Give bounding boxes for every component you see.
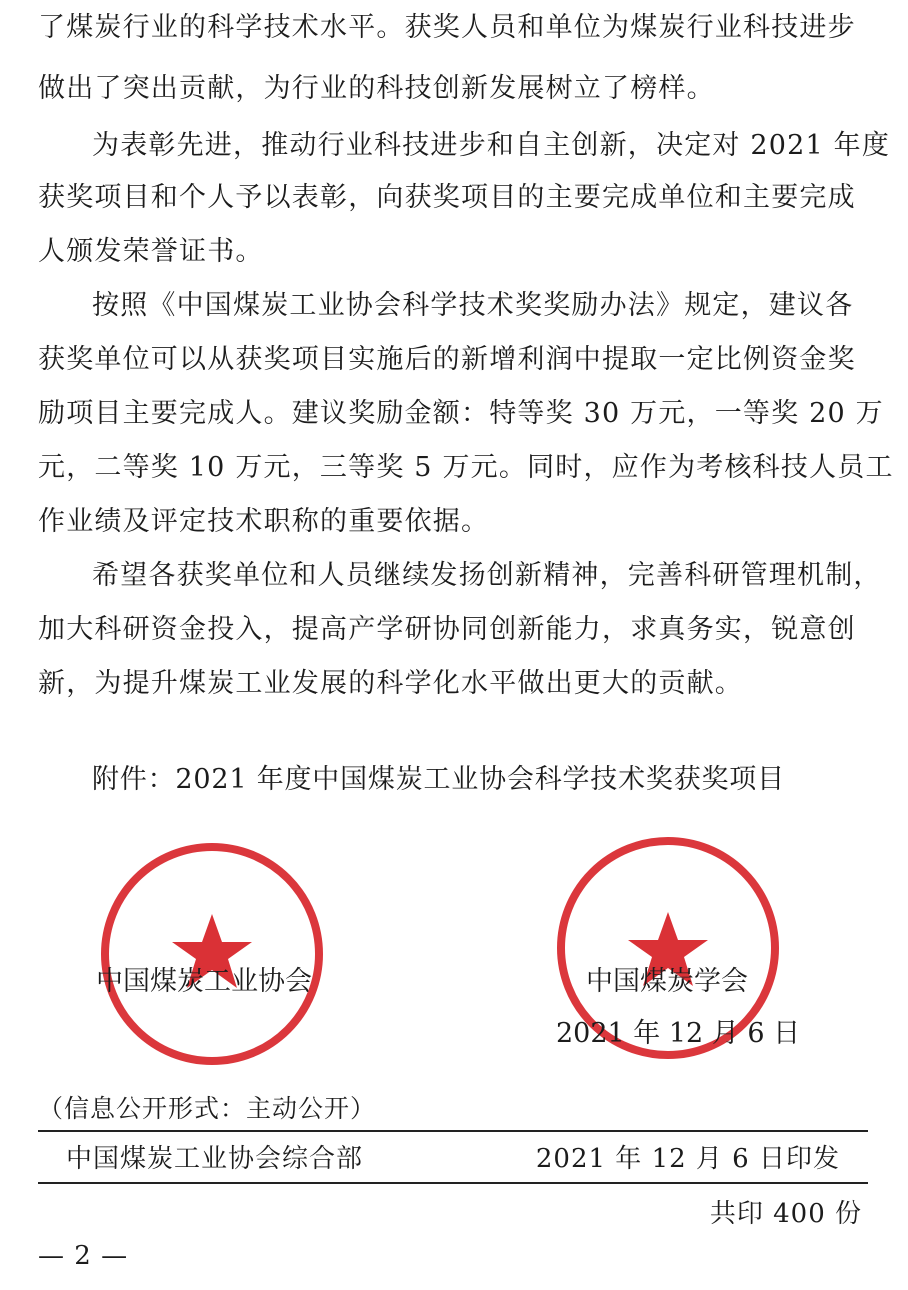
paragraph-line: 做出了突出贡献，为行业的科技创新发展树立了榜样。 xyxy=(38,73,715,104)
signature-date: 2021 年 12 月 6 日 xyxy=(556,1018,801,1049)
attachment-note: 附件：2021 年度中国煤炭工业协会科学技术奖获奖项目 xyxy=(92,764,785,795)
paragraph-line: 作业绩及评定技术职称的重要依据。 xyxy=(38,506,490,537)
info-disclosure-note: （信息公开形式：主动公开） xyxy=(38,1094,377,1123)
page-number: — 2 — xyxy=(38,1241,129,1271)
paragraph-line: 获奖单位可以从获奖项目实施后的新增利润中提取一定比例资金奖 xyxy=(38,344,856,375)
paragraph-line: 新，为提升煤炭工业发展的科学化水平做出更大的贡献。 xyxy=(38,668,743,699)
seal-coal-industry-association xyxy=(96,838,328,1070)
paragraph-line: 希望各获奖单位和人员继续发扬创新精神，完善科研管理机制， xyxy=(92,560,882,591)
paragraph-line: 为表彰先进，推动行业科技进步和自主创新，决定对 2021 年度 xyxy=(92,130,891,161)
paragraph-line: 加大科研资金投入，提高产学研协同创新能力，求真务实，锐意创 xyxy=(38,614,856,645)
paragraph-line: 按照《中国煤炭工业协会科学技术奖奖励办法》规定，建议各 xyxy=(92,290,854,321)
paragraph-line: 了煤炭行业的科学技术水平。获奖人员和单位为煤炭行业科技进步 xyxy=(38,12,856,43)
signature-left: 中国煤炭工业协会 xyxy=(96,966,312,997)
paragraph-line: 获奖项目和个人予以表彰，向获奖项目的主要完成单位和主要完成 xyxy=(38,182,856,213)
footer-bottom-rule xyxy=(38,1182,868,1184)
paragraph-line: 元，二等奖 10 万元，三等奖 5 万元。同时，应作为考核科技人员工 xyxy=(38,452,894,483)
print-count: 共印 400 份 xyxy=(709,1199,862,1229)
footer-issuer: 中国煤炭工业协会综合部 xyxy=(66,1144,364,1174)
paragraph-line: 励项目主要完成人。建议奖励金额：特等奖 30 万元，一等奖 20 万 xyxy=(38,398,884,429)
footer-top-rule xyxy=(38,1130,868,1132)
paragraph-line: 人颁发荣誉证书。 xyxy=(38,236,264,267)
signature-right: 中国煤炭学会 xyxy=(586,966,748,997)
footer-issue-date: 2021 年 12 月 6 日印发 xyxy=(535,1144,840,1174)
